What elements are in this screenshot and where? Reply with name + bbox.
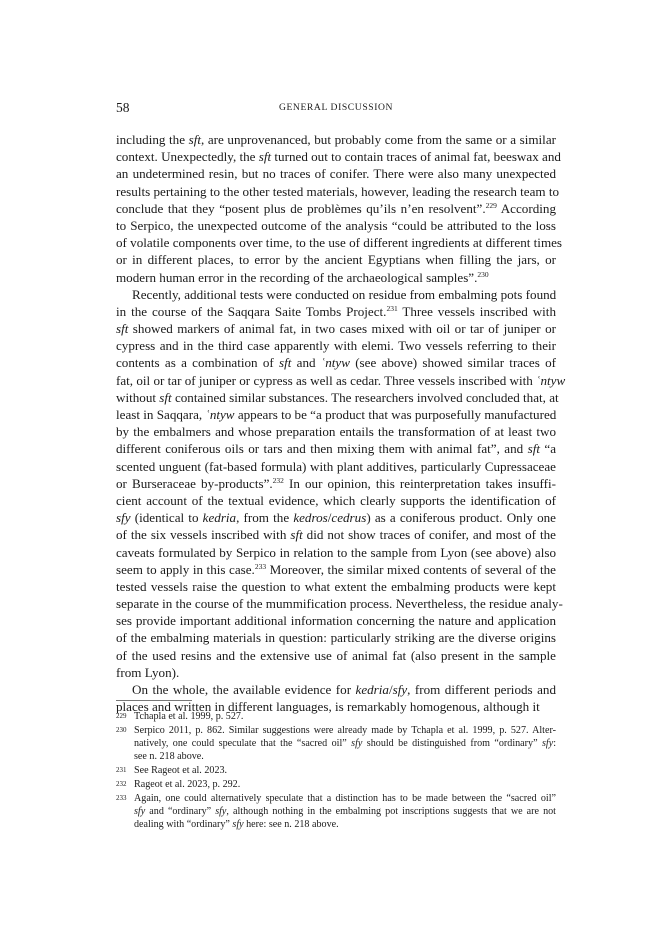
text-line: or in different places, to error by the ancient Egyptians when filling the jars, or [116, 252, 556, 268]
text-line: scented unguent (fat-based formula) with plant additives, particularly Cupressaceae [116, 458, 556, 474]
text-line: of the embalming materials in question: particularly striking are the diverse origins [116, 630, 556, 646]
text-line: to Serpico, the unexpected outcome of the analysis “could be attributed to the loss [116, 217, 556, 233]
text-line: fat, oil or tar of juniper or cypress as well as cedar. Three vessels inscribed with ʿntyw [116, 372, 566, 388]
text-line: sft showed markers of animal fat, in two cases mixed with oil or tar of juniper or [116, 321, 556, 337]
footnote-line: dealing with “ordinary” sfy here: see n. 218 above. [134, 819, 339, 830]
footnote-number: 229 [116, 712, 127, 720]
footnote-number: 231 [116, 766, 127, 774]
text-line: cypress and in the third case apparently with elemi. Two vessels referring to their [116, 338, 556, 354]
running-head: GENERAL DISCUSSION [278, 102, 394, 113]
text-line: an undetermined resin, but no traces of conifer. There were also many unexpected [116, 166, 556, 182]
text-line: On the whole, the available evidence for kedria/sfy, from different periods and [132, 682, 556, 697]
footnote-number: 233 [116, 794, 127, 802]
text-line: Recently, additional tests were conducted on residue from embalming pots found [132, 286, 557, 302]
text-line: caveats formulated by Serpico in relation to the sample from Lyon (see above) also [116, 544, 556, 560]
text-line: contents as a combination of sft and ʿntyw (see above) showed similar traces of [116, 355, 557, 371]
paragraph [116, 131, 563, 286]
footnotes [116, 710, 556, 832]
text-line: or Burseraceae by-products”.$^{232}$ In our opinion, this reinterpretation takes insuffi- [116, 475, 556, 491]
text-line: results pertaining to the other tested materials, however, leading the research team to [116, 183, 560, 199]
text-line: of the six vessels inscribed with sft did not show traces of conifer, and most of the [116, 527, 556, 543]
text-line: without sft contained similar substances. The researchers involved concluded that, at [116, 389, 559, 405]
footnote-line: Serpico 2011, p. 862. Similar suggestions were already made by Tchapla et al. 1999, p. 527. Alter- [134, 725, 556, 736]
footnote-line: natively, one could speculate that the “sacred oil” sfy should be distinguished from “ordinary” sfy: [134, 738, 557, 749]
footnote [116, 778, 556, 791]
body-text [116, 131, 566, 715]
footnote [116, 724, 556, 763]
text-line: different coniferous oils or tars and then mixing them with animal fat”, and sft “a [116, 441, 557, 457]
text-line: of volatile components over time, to the use of different ingredients at different times [116, 235, 563, 251]
text-line: from Lyon). [116, 664, 180, 680]
text-line: by the embalmers and whose preparation entails the transformation of at least two [116, 424, 556, 440]
footnote-line: Tchapla et al. 1999, p. 527. [134, 711, 244, 722]
footnote [116, 792, 556, 831]
text-line: tested vessels raise the question to what extent the embalming products were kept [116, 578, 556, 594]
page-header [116, 100, 556, 116]
page-number: 58 [116, 100, 130, 115]
text-line: seem to apply in this case.$^{233}$ Moreover, the similar mixed contents of several of the [116, 561, 556, 577]
text-line: of the used resins and the extensive use of animal fat (also present in the sample [116, 647, 556, 663]
text-line: separate in the course of the mummification process. Nevertheless, the residue analy- [116, 596, 563, 612]
text-line: least in Saqqara, ʿntyw appears to be “a product that was purposefully manufactured [116, 407, 557, 422]
footnote [116, 710, 556, 723]
footnote-line: See Rageot et al. 2023. [134, 765, 228, 776]
text-line: ses provide important additional information concerning the nature and application [116, 613, 556, 629]
footnote-line: sfy and “ordinary” sfy, although nothing in the embalming pot inscriptions suggests that we are not [134, 806, 556, 817]
footnote-number: 232 [116, 780, 127, 788]
footnote-line: Rageot et al. 2023, p. 292. [134, 779, 241, 790]
paragraph [116, 286, 566, 681]
text-line: in the course of the Saqqara Saite Tombs Project.$^{231}$ Three vessels inscribed with [116, 303, 556, 319]
text-line: modern human error in the recording of the archaeological samples”.$^{230}$ [116, 269, 489, 285]
footnote-number: 230 [116, 726, 127, 734]
text-line: places and written in different languages, is remarkably homogenous, although it [116, 699, 540, 715]
footnote-line: Again, one could alternatively speculate that a distinction has to be made between the “sacred oil” [134, 793, 556, 804]
text-line: context. Unexpectedly, the sft turned out to contain traces of animal fat, beeswax and [116, 149, 561, 165]
text-line: sfy (identical to kedria, from the kedros/cedrus) as a coniferous product. Only one [116, 510, 556, 526]
footnote [116, 764, 556, 777]
footnote-rule [116, 700, 192, 701]
text-line: conclude that they “posent plus de problèmes qu’ils n’en resolvent”.$^{229}$ According [116, 200, 556, 216]
text-line: cient account of the textual evidence, which clearly supports the identification of [116, 492, 556, 508]
footnote-line: see n. 218 above. [134, 751, 204, 762]
text-line: including the sft, are unprovenanced, but probably come from the same or a similar [116, 132, 556, 147]
